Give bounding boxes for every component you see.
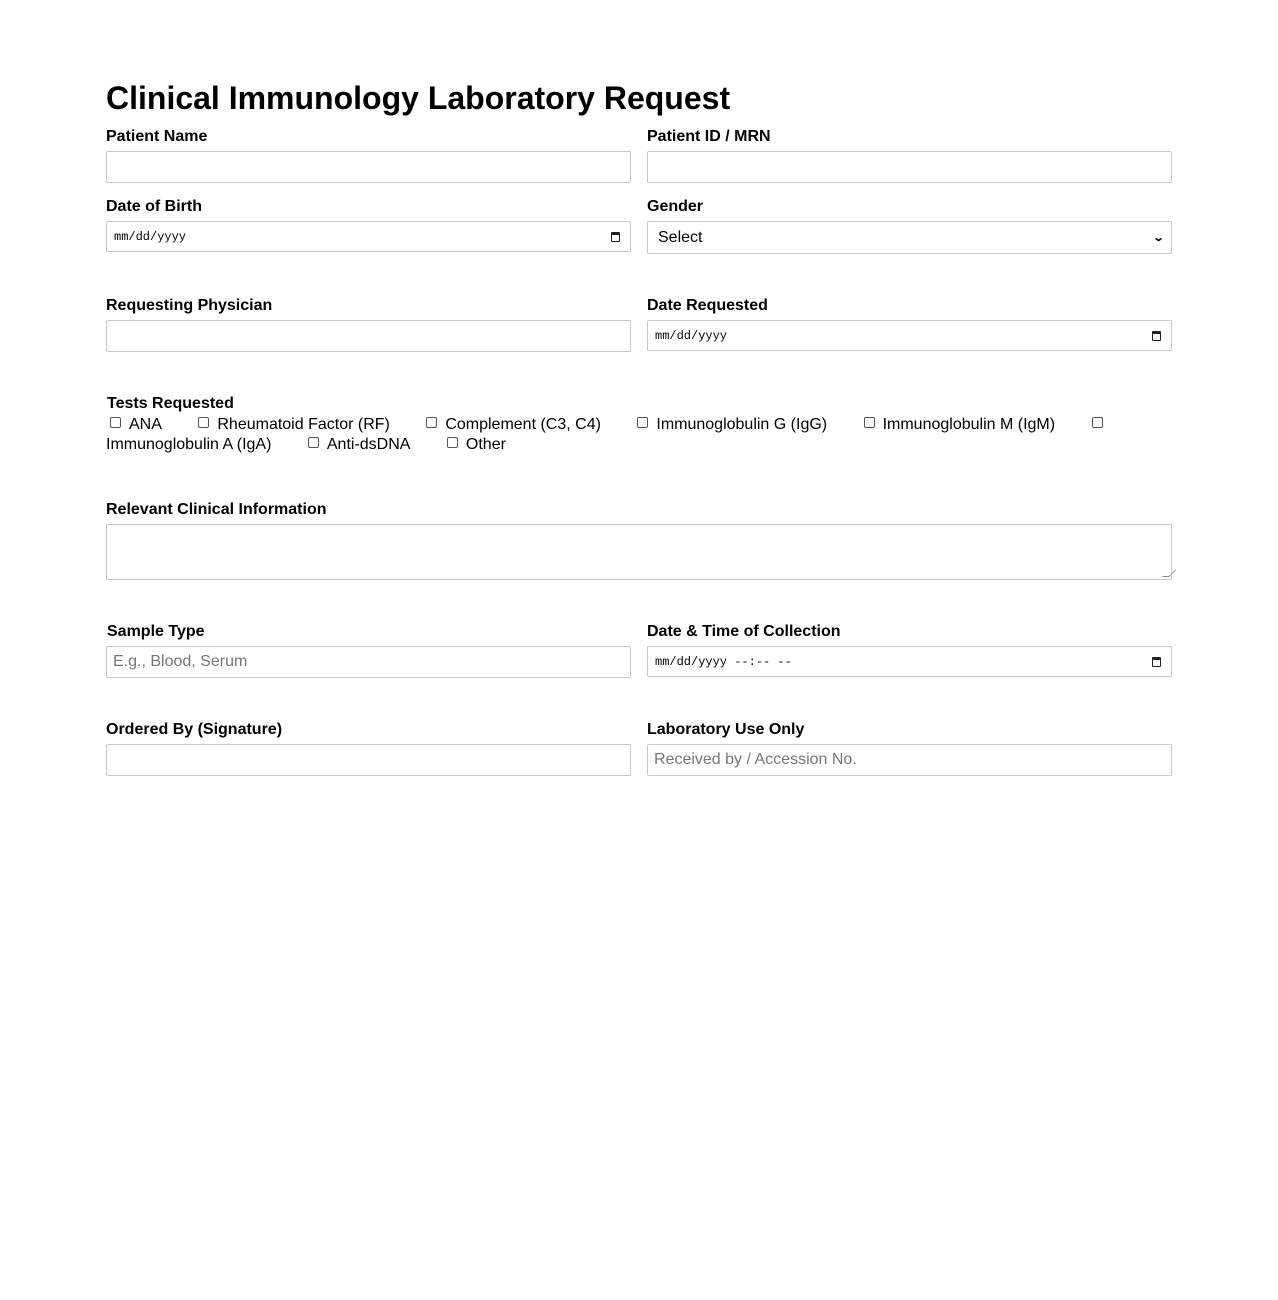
- gender-label: Gender: [647, 198, 704, 215]
- patient-name-group: [106, 128, 631, 183]
- sample-type-group: [106, 623, 631, 678]
- dob-label: Date of Birth: [106, 198, 202, 215]
- test-option-label: ANA: [129, 416, 162, 433]
- physician-group: [106, 297, 631, 352]
- ordered-by-input[interactable]: [106, 744, 631, 776]
- patient-id-label: Patient ID / MRN: [647, 128, 771, 145]
- clinical-info-group: [106, 501, 1172, 580]
- date-requested-label: Date Requested: [647, 297, 768, 314]
- lab-use-input[interactable]: [647, 744, 1172, 776]
- gender-select[interactable]: [647, 221, 1172, 254]
- calendar-icon[interactable]: [1152, 657, 1161, 667]
- patient-name-input[interactable]: [106, 151, 631, 183]
- test-option-igm[interactable]: [860, 416, 1056, 433]
- lab-use-label: Laboratory Use Only: [647, 721, 805, 738]
- test-option-label: Complement (C3, C4): [445, 416, 601, 433]
- collection-datetime-group: [647, 623, 1172, 677]
- checkbox[interactable]: [426, 417, 437, 428]
- test-option-label: Anti-dsDNA: [326, 436, 411, 453]
- test-option-other[interactable]: [443, 436, 506, 453]
- ordered-by-label: Ordered By (Signature): [106, 721, 283, 738]
- tests-requested-group: [106, 395, 1172, 455]
- tests-checkbox-list: [106, 415, 1172, 455]
- clinical-info-textarea[interactable]: [106, 524, 1172, 580]
- lab-use-group: [647, 721, 1172, 776]
- test-option-igg[interactable]: [633, 416, 827, 433]
- chevron-down-icon: ⌄: [1152, 232, 1165, 244]
- gender-selected-value: Select: [658, 228, 703, 246]
- checkbox[interactable]: [447, 437, 458, 448]
- sample-type-input[interactable]: [106, 646, 631, 678]
- clinical-info-label: Relevant Clinical Information: [106, 501, 327, 518]
- checkbox[interactable]: [637, 417, 648, 428]
- test-option-anti-dsdna[interactable]: [304, 436, 411, 453]
- patient-id-input[interactable]: [647, 151, 1172, 183]
- checkbox[interactable]: [198, 417, 209, 428]
- checkbox[interactable]: [1092, 417, 1103, 428]
- date-requested-input[interactable]: [647, 320, 1172, 351]
- dob-date-input[interactable]: [106, 221, 631, 252]
- dob-group: [106, 198, 631, 252]
- test-option-rf[interactable]: [194, 416, 390, 433]
- physician-input[interactable]: [106, 320, 631, 352]
- patient-name-label: Patient Name: [106, 128, 208, 145]
- test-option-label: Immunoglobulin G (IgG): [656, 416, 828, 433]
- dob-date-text: mm/dd/yyyy: [114, 229, 187, 244]
- date-requested-group: [647, 297, 1172, 351]
- test-option-complement[interactable]: [422, 416, 601, 433]
- checkbox[interactable]: [110, 417, 121, 428]
- patient-id-group: [647, 128, 1172, 183]
- date-requested-text: mm/dd/yyyy: [655, 328, 728, 343]
- test-option-ana[interactable]: [106, 416, 162, 433]
- collection-datetime-label: Date & Time of Collection: [647, 623, 841, 640]
- sample-type-label: Sample Type: [107, 623, 205, 640]
- resize-handle-icon[interactable]: [1162, 570, 1176, 577]
- collection-datetime-input[interactable]: [647, 646, 1172, 677]
- ordered-by-group: [106, 721, 631, 776]
- test-option-label: Other: [465, 436, 506, 453]
- checkbox[interactable]: [864, 417, 875, 428]
- calendar-icon[interactable]: [1152, 331, 1161, 341]
- test-option-label: Rheumatoid Factor (RF): [217, 416, 390, 433]
- tests-requested-label: Tests Requested: [107, 395, 234, 412]
- gender-group: [647, 198, 1172, 254]
- collection-datetime-text: mm/dd/yyyy --:-- --: [655, 654, 792, 669]
- test-option-label: Immunoglobulin M (IgM): [882, 416, 1056, 433]
- test-option-label: Immunoglobulin A (IgA): [106, 436, 272, 453]
- physician-label: Requesting Physician: [106, 297, 273, 314]
- page-title: Clinical Immunology Laboratory Request: [106, 80, 731, 116]
- checkbox[interactable]: [308, 437, 319, 448]
- calendar-icon[interactable]: [611, 232, 620, 242]
